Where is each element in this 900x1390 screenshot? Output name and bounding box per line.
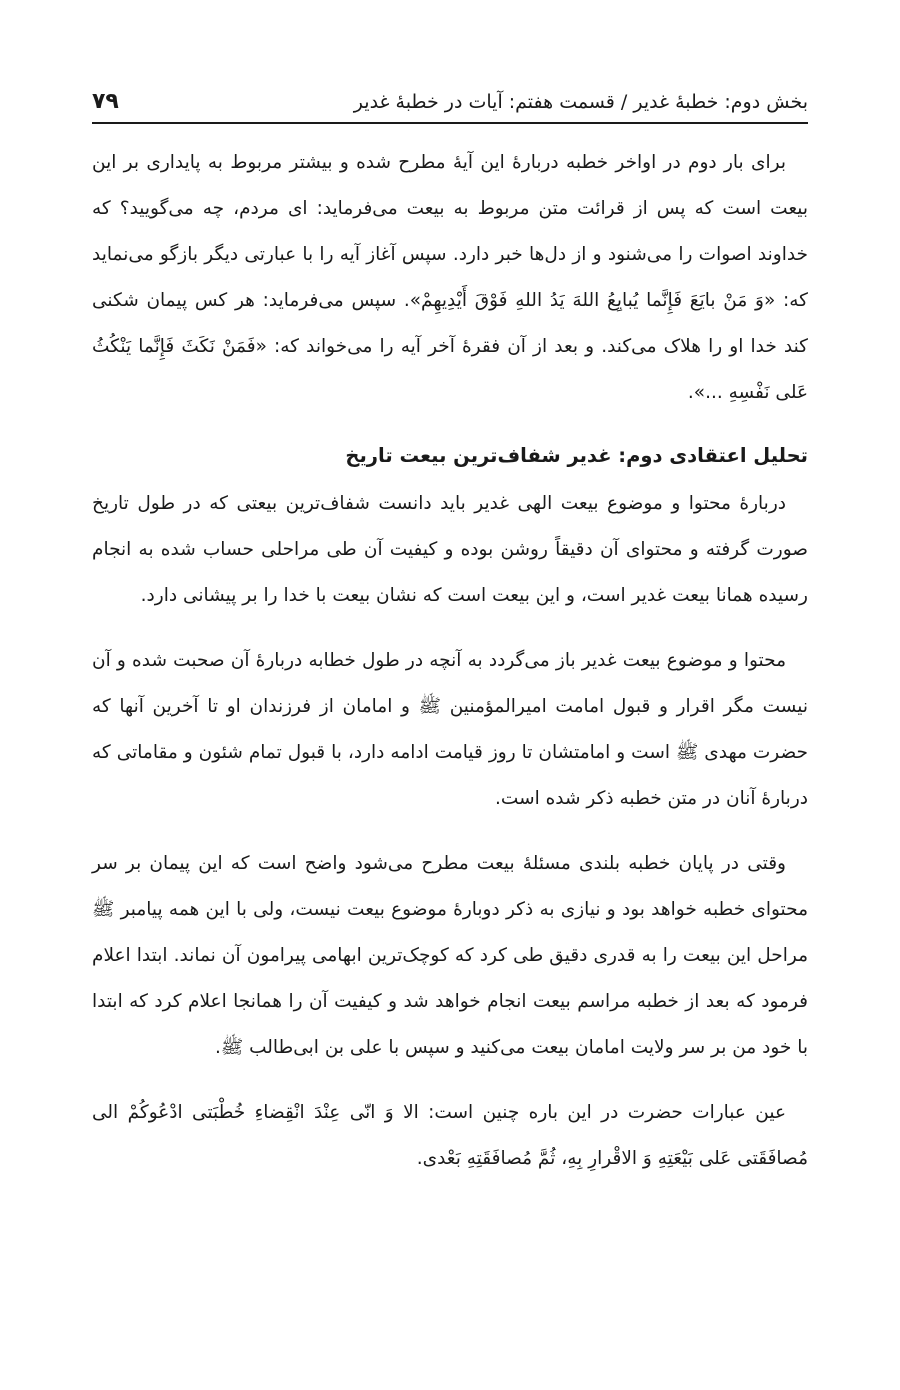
paragraph-4: وقتی در پایان خطبه بلندی مسئلهٔ بیعت مطرح می‌شود واضح است که این پیمان بر سر محتوای خطبه خواهد بود و نیازی به ذکر دوبارهٔ موضوع بیعت نیست، ولی با این همه پیامبر ﷺ مراحل این بیعت را به قدری دقیق طی کرد که کوچک‌ترین ابهامی پیرامون آن نماند. ابتدا اعلام فرمود که بعد از خطبه مراسم بیعت انجام خواهد شد و کیفیت آن را همانجا اعلام کرد که ابتدا با خود من بر سر ولایت امامان بیعت می‌کنید و سپس با علی بن ابی‌طالب ﷺ.: [92, 853, 808, 1058]
running-head: بخش دوم: خطبهٔ غدیر / قسمت هفتم: آیات در خطبهٔ غدیر: [353, 91, 808, 113]
paragraph-3: محتوا و موضوع بیعت غدیر باز می‌گردد به آنچه در طول خطابه دربارهٔ آن صحبت شده و آن نیست مگر اقرار و قبول امامت امیرالمؤمنین ﷺ و امامان از فرزندان او تا آخرین آنها که حضرت مهدی ﷺ است و امامتشان تا روز قیامت ادامه دارد، با قبول تمام شئون و مقاماتی که دربارهٔ آنان در متن خطبه ذکر شده است.: [92, 650, 808, 809]
page-body: [92, 140, 808, 1201]
page-header: [92, 72, 808, 124]
paragraph-2: دربارهٔ محتوا و موضوع بیعت الهی غدیر باید دانست شفاف‌ترین بیعتی که در طول تاریخ صورت گرفته و محتوای آن دقیقاً روشن بوده و کیفیت آن طی مراحلی حساب شده به انجام رسیده همانا بیعت غدیر است، و این بیعت است که نشان بیعت با خدا را بر پیشانی دارد.: [92, 493, 808, 606]
paragraph-1: برای بار دوم در اواخر خطبه دربارهٔ این آیهٔ مطرح شده و بیشتر مربوط به پایداری بر این بیعت است که پس از قرائت متن مربوط به بیعت می‌فرماید: ای مردم، چه می‌گویید؟ که خداوند اصوات را می‌شنود و از دل‌ها خبر دارد. سپس آغاز آیه را با عبارتی دیگر بازگو می‌نماید که: «وَ مَنْ بایَعَ فَإِنَّما یُبایِعُ اللهَ یَدُ اللهِ فَوْقَ أَیْدِیهِمْ». سپس می‌فرماید: هر کس پیمان شکنی کند خدا او را هلاک می‌کند. و بعد از آن فقرهٔ آخر آیه را می‌خواند که: «فَمَنْ نَکَثَ فَإِنَّما یَنْکُثُ عَلی نَفْسِهِ ...».: [92, 152, 808, 403]
paragraph-5: عین عبارات حضرت در این باره چنین است: الا وَ انّی عِنْدَ انْقِضاءِ خُطْبَتی ادْعُوکُمْ الی مُصافَقَتی عَلی بَیْعَتِهِ وَ الاقْرارِ بِهِ، ثُمَّ مُصافَقَتِهِ بَعْدی.: [92, 1102, 808, 1169]
section-heading: تحلیل اعتقادی دوم: غدیر شفاف‌ترین بیعت تاریخ: [345, 444, 808, 467]
page-number: ۷۹: [92, 89, 119, 114]
